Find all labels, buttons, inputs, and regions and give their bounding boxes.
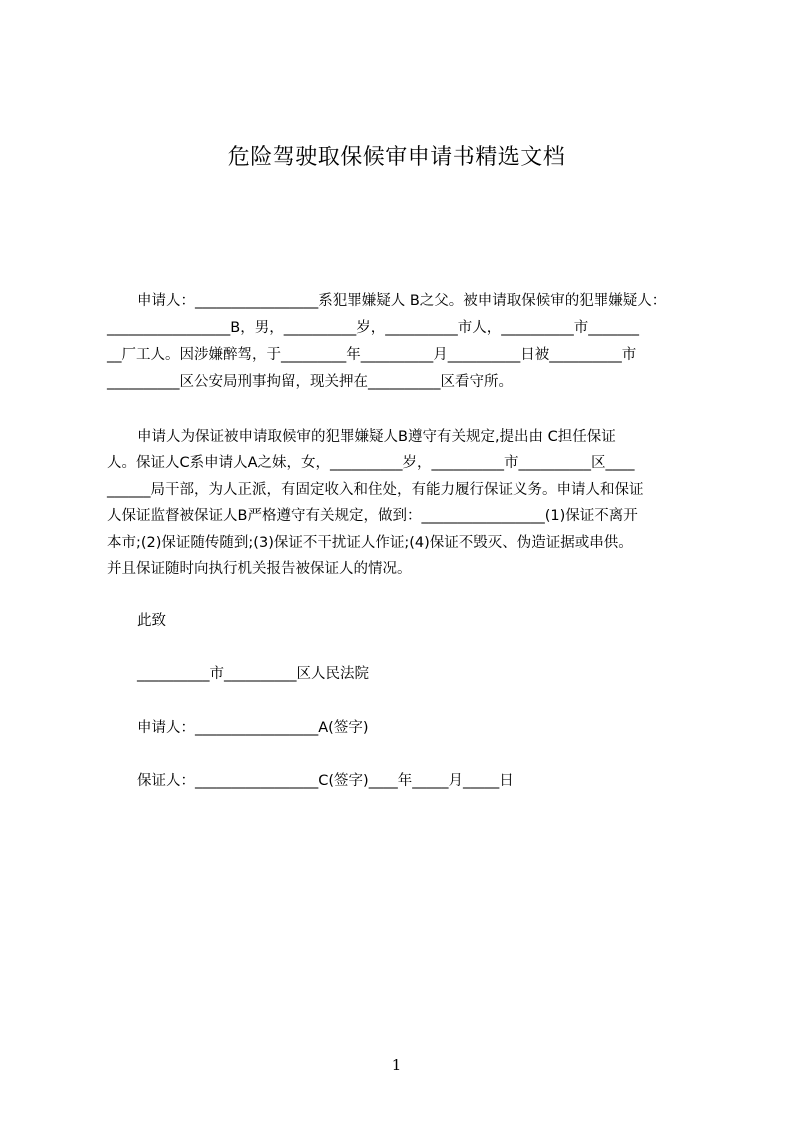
text-line: _________________B，男，__________岁，__________市人，__________市_______ xyxy=(107,320,639,336)
court-address: __________市__________区人民法院 xyxy=(137,666,369,682)
text-line: 申请人为保证被申请取候审的犯罪嫌疑人B遵守有关规定,提出由 C担任保证 xyxy=(137,429,616,445)
text-line: 申请人：_________________系犯罪嫌疑人 B之父。被申请取保候审的犯罪嫌疑人： xyxy=(137,293,667,309)
text-line: __________区公安局刑事拘留，现关押在__________区看守所。 xyxy=(107,374,513,390)
document-title: 危险驾驶取保候审申请书精选文档 xyxy=(227,145,566,170)
text-line: 本市;(2)保证随传随到;(3)保证不干扰证人作证;(4)保证不毁灭、伪造证据或串供。 xyxy=(107,535,633,551)
salutation: 此致 xyxy=(137,613,166,629)
text-line: 人。保证人C系申请人A之妹，女，__________岁，__________市__________区____ xyxy=(107,455,635,471)
text-line: __厂工人。因涉嫌醉驾，于_________年__________月__________日被__________市 xyxy=(107,347,637,363)
text-line: 人保证监督被保证人B严格遵守有关规定，做到：_________________(1)保证不离开 xyxy=(107,508,638,524)
guarantor-signature-line: 保证人：_________________C(签字)____年_____月_____日 xyxy=(137,773,514,789)
page-number: 1 xyxy=(391,1056,402,1074)
text-line: ______局干部，为人正派，有固定收入和住处，有能力履行保证义务。申请人和保证 xyxy=(107,482,644,498)
applicant-signature-line: 申请人：_________________A(签字) xyxy=(137,720,369,736)
text-line: 并且保证随时向执行机关报告被保证人的情况。 xyxy=(107,561,412,577)
